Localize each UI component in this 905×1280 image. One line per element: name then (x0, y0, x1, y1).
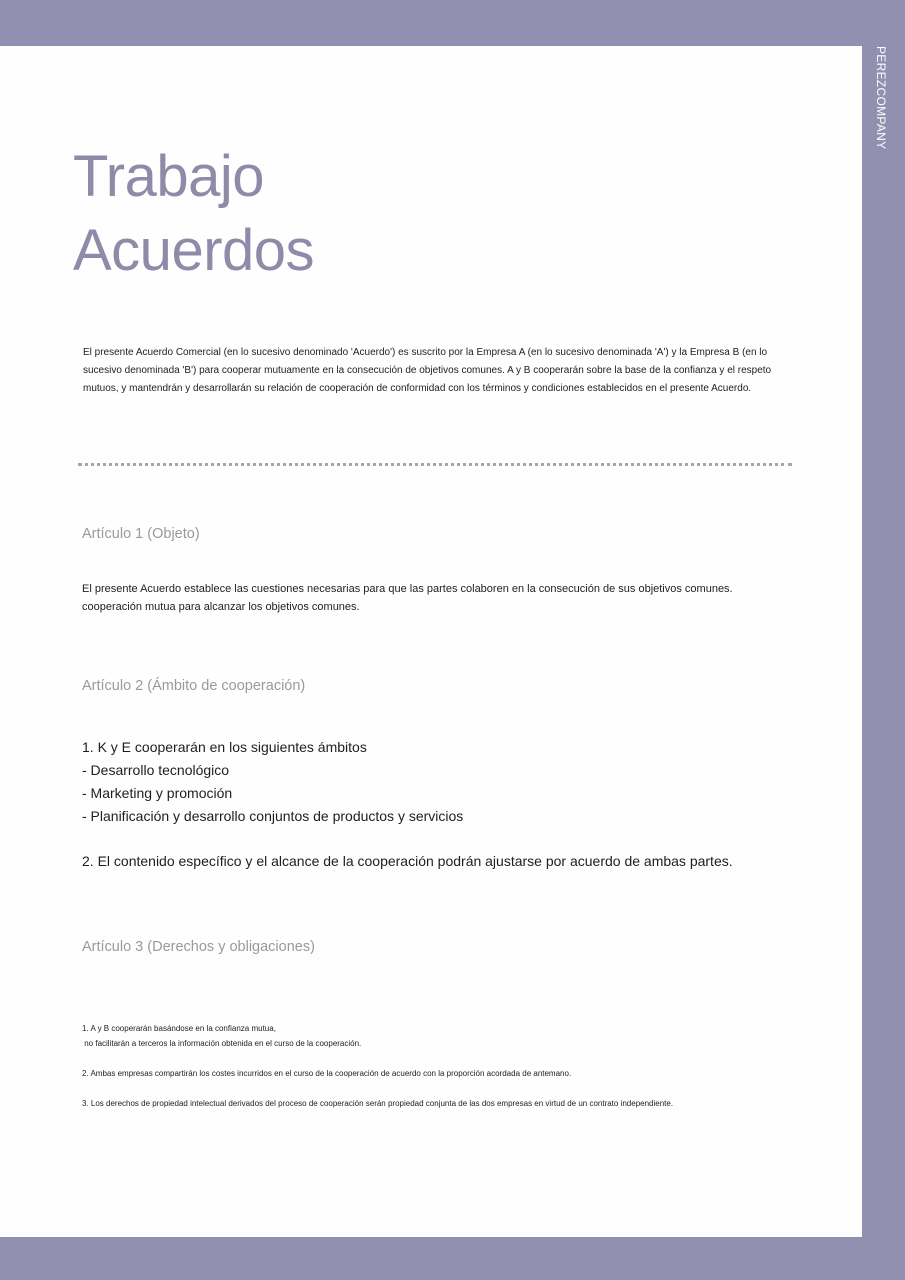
list-item: - Desarrollo tecnológico (82, 762, 230, 778)
clause-line: no facilitarán a terceros la información obtenida en el curso de la cooperación. (82, 1039, 362, 1048)
intro-paragraph: El presente Acuerdo Comercial (en lo sucesivo denominado 'Acuerdo') es suscrito por la Empresa A (en lo sucesivo denominada 'A') y la Empresa B (en lo sucesivo denominada 'B') para cooperar mutuamente en la consecución de objetivos comunes. A y B cooperarán sobre la base de la confianza y el respeto mutuos, y mantendrán y desarrollarán su relación de cooperación de conformidad con los términos y condiciones establecidos en el presente Acuerdo. (83, 347, 772, 394)
clause-line: 1. A y B cooperarán basándose en la confianza mutua, (82, 1024, 276, 1033)
dotted-divider (78, 463, 792, 466)
article-3-heading: Artículo 3 (Derechos y obligaciones) (82, 939, 315, 955)
article-1-text (82, 580, 733, 616)
article-1-heading: Artículo 1 (Objeto) (82, 526, 200, 542)
brand-label: PEREZCOMPANY (874, 46, 888, 150)
article-2-heading: Artículo 2 (Ámbito de cooperación) (82, 678, 306, 694)
article-3-clause-2: 2. Ambas empresas compartirán los costes incurridos en el curso de la cooperación de acuerdo con la proporción acordada de antemano. (82, 1069, 572, 1078)
article-3-clause-1 (82, 1021, 361, 1051)
article-1-line-1: El presente Acuerdo establece las cuestiones necesarias para que las partes colaboren en la consecución de sus objetivos comunes. (82, 583, 733, 595)
title-line-1: Trabajo (73, 144, 265, 209)
article-2-item-2: 2. El contenido específico y el alcance de la cooperación podrán ajustarse por acuerdo de ambas partes. (82, 853, 733, 869)
article-3-clause-3: 3. Los derechos de propiedad intelectual derivados del proceso de cooperación serán propiedad conjunta de las dos empresas en virtud de un contrato independiente. (82, 1099, 674, 1108)
list-item: 1. K y E cooperarán en los siguientes ámbitos (82, 739, 367, 755)
document-title (73, 140, 314, 288)
list-item: - Marketing y promoción (82, 785, 233, 801)
article-1-line-2: cooperación mutua para alcanzar los objetivos comunes. (82, 601, 360, 613)
article-2-list (82, 736, 463, 828)
title-line-2: Acuerdos (73, 218, 315, 283)
list-item: - Planificación y desarrollo conjuntos de productos y servicios (82, 808, 464, 824)
